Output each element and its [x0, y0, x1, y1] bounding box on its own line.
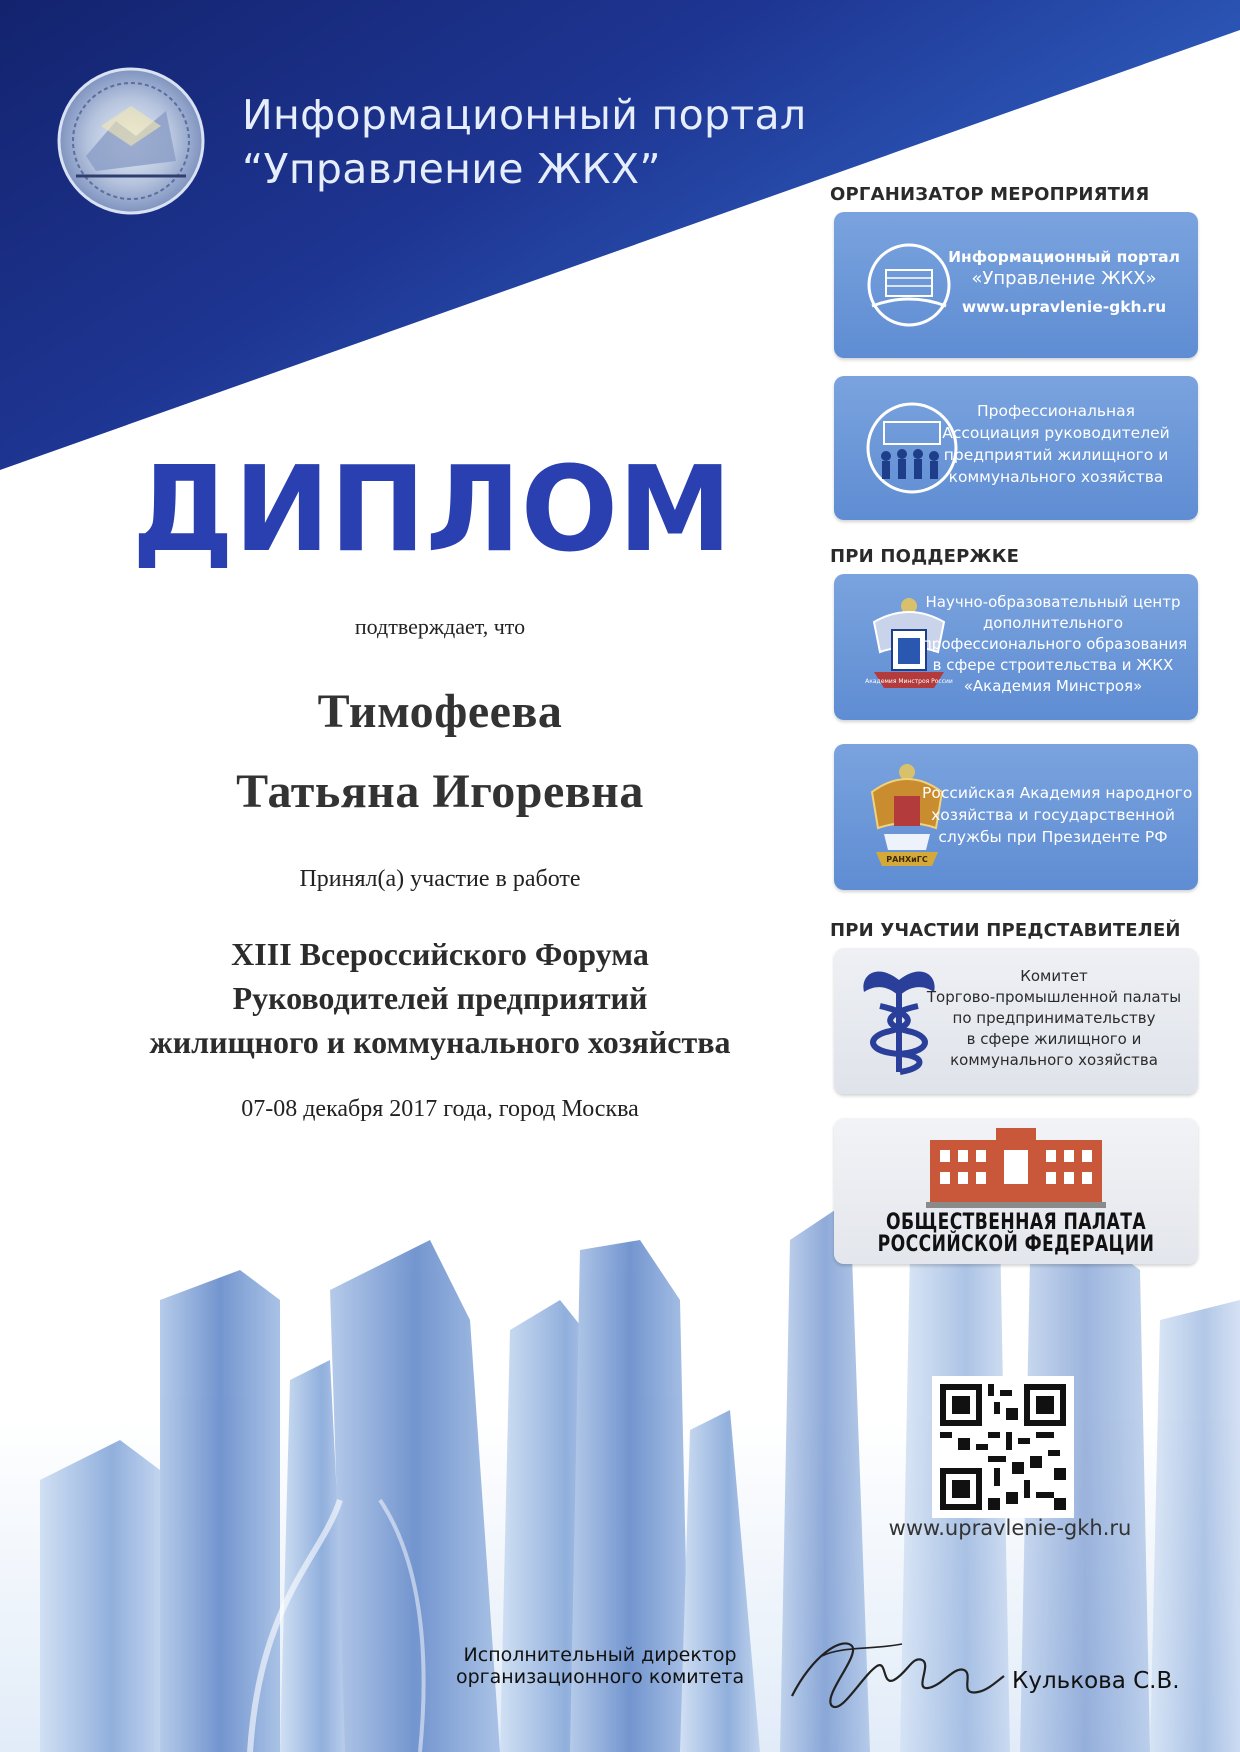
card-line: в сфере жилищного и [966, 1030, 1142, 1048]
card-line: Информационный портал [948, 248, 1180, 266]
card-line: предприятий жилищного и [943, 446, 1169, 464]
card-line: Российская Академия народного [922, 784, 1193, 802]
card-line: по предпринимательству [952, 1009, 1156, 1027]
diploma-title-text: ДИПЛОМ [132, 448, 732, 568]
participation-card-chamber-committee [834, 948, 1198, 1094]
ranepa-emblem-text: РАНХиГС [886, 855, 928, 864]
card-line: дополнительного [982, 614, 1124, 632]
card-line: Профессиональная [977, 402, 1135, 420]
card-line: коммунального хозяйства [950, 1051, 1158, 1069]
participation-card-public-chamber [834, 1118, 1198, 1264]
card-line: «Управление ЖКХ» [971, 268, 1157, 289]
support-card-ministry-academy [834, 574, 1198, 720]
ministry-emblem-text: Академия Минстроя России [865, 678, 953, 685]
handwritten-signature [782, 1616, 1012, 1726]
qr-code-icon [932, 1376, 1074, 1518]
card-line: хозяйства и государственной [931, 806, 1175, 824]
card-line: Комитет [1020, 967, 1088, 985]
card-link[interactable]: www.upravlenie-gkh.ru [961, 298, 1167, 316]
diploma-title [132, 448, 732, 568]
card-line: Торгово-промышленной палаты [926, 988, 1182, 1006]
hologram-seal-icon [56, 66, 206, 216]
participation-text: Принял(а) участие в работе [299, 866, 581, 892]
event-dates: 07-08 декабря 2017 года, город Москва [241, 1096, 639, 1122]
card-line: службы при Президенте РФ [938, 828, 1168, 846]
confirms-text: подтверждает, что [354, 614, 526, 639]
forum-title-line2: Руководителей предприятий [232, 980, 648, 1016]
signature-caption-line1: Исполнительный директор [463, 1644, 737, 1666]
public-chamber-line1: ОБЩЕСТВЕННАЯ ПАЛАТА [885, 1210, 1147, 1235]
forum-title-line1: XIII Всероссийского Форума [231, 936, 649, 972]
participation-heading: ПРИ УЧАСТИИ ПРЕДСТАВИТЕЛЕЙ [830, 920, 1181, 941]
recipient-given-names: Татьяна Игоревна [236, 765, 644, 818]
portal-building-icon [864, 240, 954, 330]
signatory-name: Кулькова С.В. [1012, 1668, 1180, 1694]
portal-title-line1: Информационный портал [242, 91, 807, 139]
organizer-card-portal [834, 212, 1198, 358]
card-line: профессионального образования [922, 635, 1188, 653]
signature-caption-line2: организационного комитета [456, 1666, 745, 1688]
organizer-card-association [834, 376, 1198, 520]
forum-title-line3: жилищного и коммунального хозяйства [149, 1024, 731, 1060]
recipient-surname: Тимофеева [317, 685, 563, 738]
card-line: Научно-образовательный центр [925, 593, 1181, 611]
portal-title [242, 88, 806, 196]
public-chamber-line2: РОССИЙСКОЙ ФЕДЕРАЦИИ [877, 1232, 1155, 1257]
signature-caption [456, 1644, 744, 1688]
card-line: «Академия Минстроя» [963, 677, 1143, 695]
card-line: в сфере строительства и ЖКХ [932, 656, 1174, 674]
organizer-heading: ОРГАНИЗАТОР МЕРОПРИЯТИЯ [830, 184, 1150, 205]
card-line: коммунального хозяйства [948, 468, 1164, 486]
support-card-ranepa [834, 744, 1198, 890]
website-link[interactable]: www.upravlenie-gkh.ru [888, 1516, 1132, 1540]
support-heading: ПРИ ПОДДЕРЖКЕ [830, 546, 1020, 567]
public-chamber-building-icon [926, 1126, 1106, 1208]
portal-title-line2: “Управление ЖКХ” [242, 145, 661, 193]
card-line: Ассоциация руководителей [942, 424, 1170, 442]
